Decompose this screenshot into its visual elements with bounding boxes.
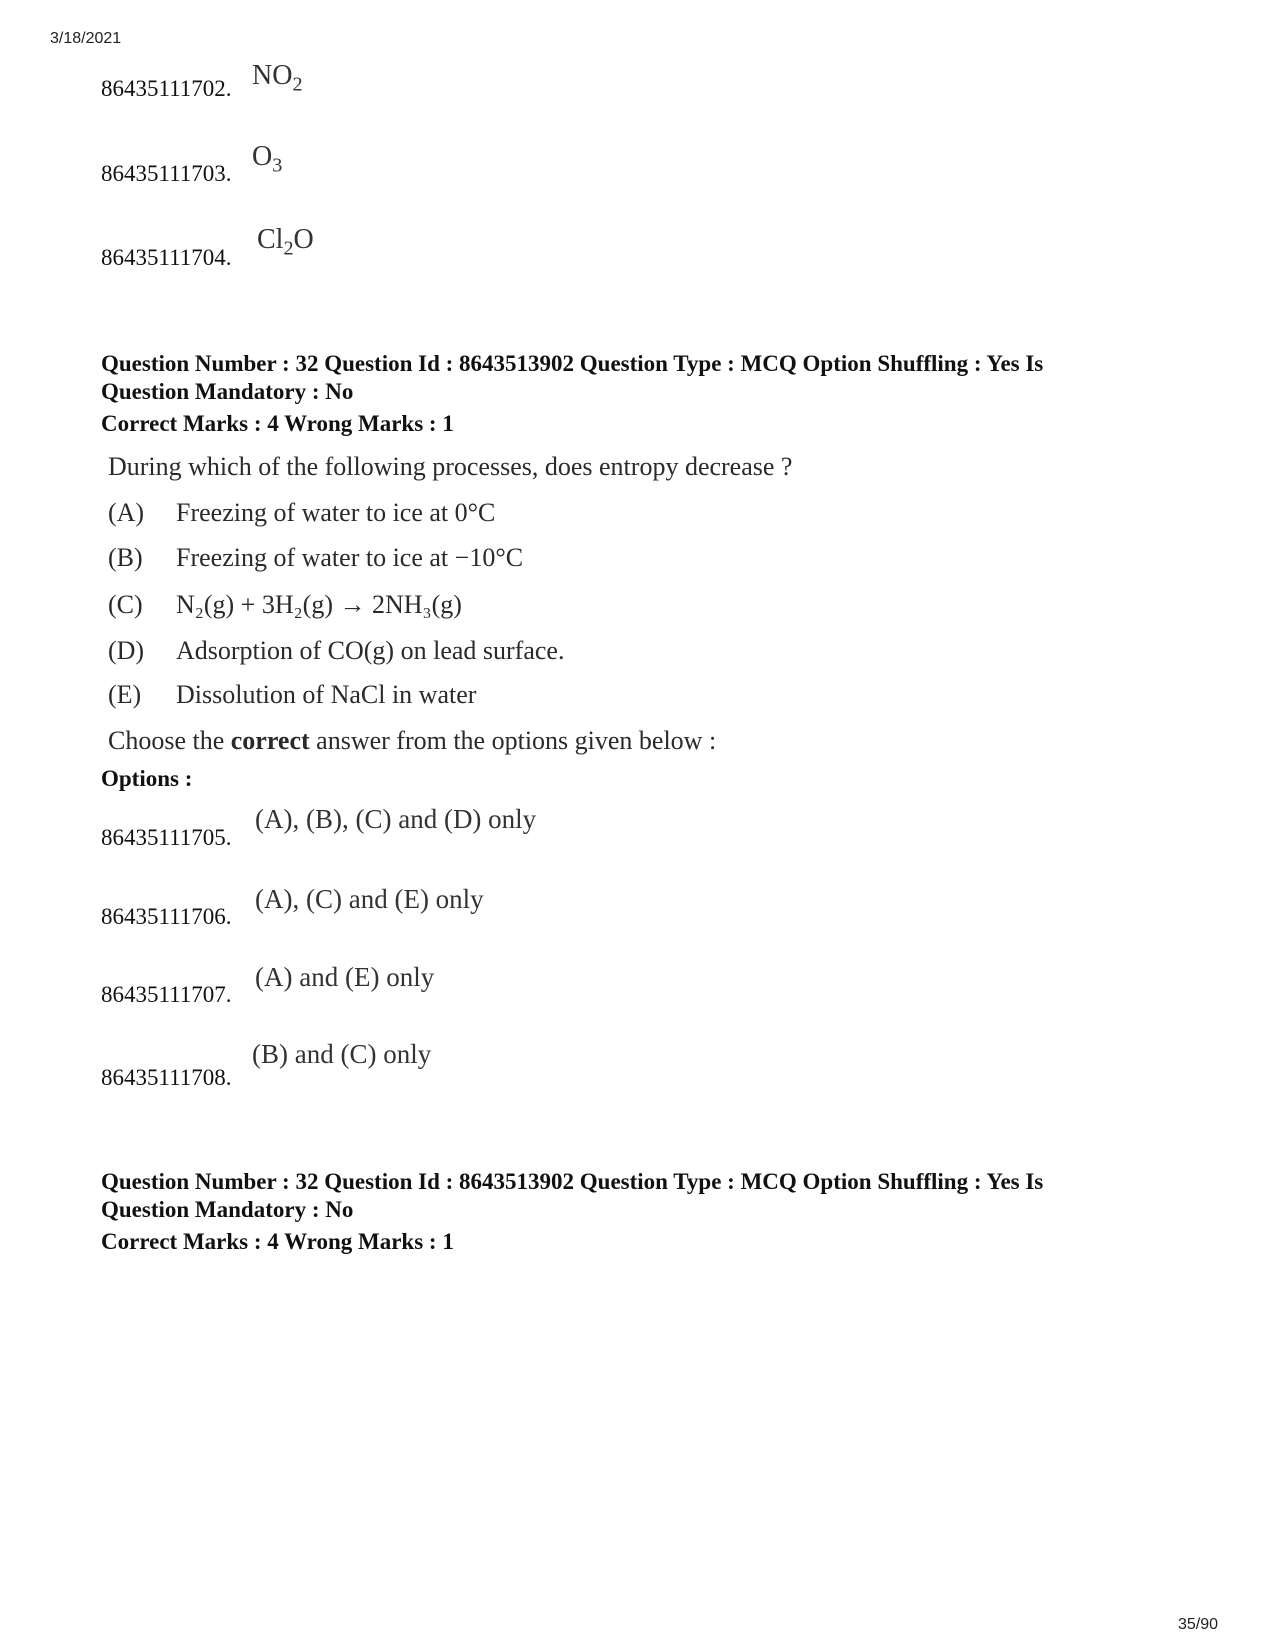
question-meta-line: Question Mandatory : No (101, 379, 354, 404)
option-id: 86435111704. (101, 245, 232, 270)
option-id: 86435111706. (101, 904, 232, 929)
item-text: Dissolution of NaCl in water (176, 680, 477, 709)
question-meta (101, 1168, 1171, 1224)
option-id: 86435111708. (101, 1065, 232, 1090)
option-formula: $Cl_2O$ (257, 224, 314, 260)
option-id: 86435111703. (101, 161, 232, 186)
item-label: (D) (108, 636, 145, 665)
print-date: 3/18/2021 (50, 30, 122, 47)
option-formula: $NO_2$ (252, 60, 303, 96)
option-id: 86435111705. (101, 825, 232, 850)
options-label: Options : (101, 766, 193, 791)
option-id: 86435111702. (101, 76, 232, 101)
item-label: (E) (108, 680, 142, 709)
item-label: (A) (108, 498, 145, 527)
option-id: 86435111707. (101, 982, 232, 1007)
option-text: (A) and (E) only (255, 962, 435, 992)
question-marks: Correct Marks : 4 Wrong Marks : 1 (101, 411, 454, 436)
item-text: Adsorption of CO(g) on lead surface. (176, 636, 565, 665)
question-meta (101, 350, 1171, 406)
item-label: (C) (108, 590, 143, 619)
option-formula: $O_3$ (252, 141, 283, 177)
question-meta-line: Question Mandatory : No (101, 1197, 354, 1222)
item-text: N₂(g) + 3H₂(g) → 2NH₃(g) (176, 590, 462, 619)
item-label: (B) (108, 543, 143, 572)
question-marks: Correct Marks : 4 Wrong Marks : 1 (101, 1229, 454, 1254)
option-text: (A), (C) and (E) only (255, 884, 484, 914)
page-number: 35/90 (1178, 1616, 1219, 1633)
option-text: (B) and (C) only (252, 1039, 432, 1069)
question-meta-line: Question Number : 32 Question Id : 8643513902 Question Type : MCQ Option Shuffling : Yes Is (101, 1169, 1044, 1194)
item-text: Freezing of water to ice at −10°C (176, 543, 524, 572)
question-text: During which of the following processes, does entropy decrease ? (108, 452, 793, 481)
answer-instruction: Choose the correct answer from the options given below : (108, 726, 717, 755)
item-text: Freezing of water to ice at 0°C (176, 498, 496, 527)
question-meta-line: Question Number : 32 Question Id : 8643513902 Question Type : MCQ Option Shuffling : Yes Is (101, 351, 1044, 376)
option-text: (A), (B), (C) and (D) only (255, 804, 537, 834)
